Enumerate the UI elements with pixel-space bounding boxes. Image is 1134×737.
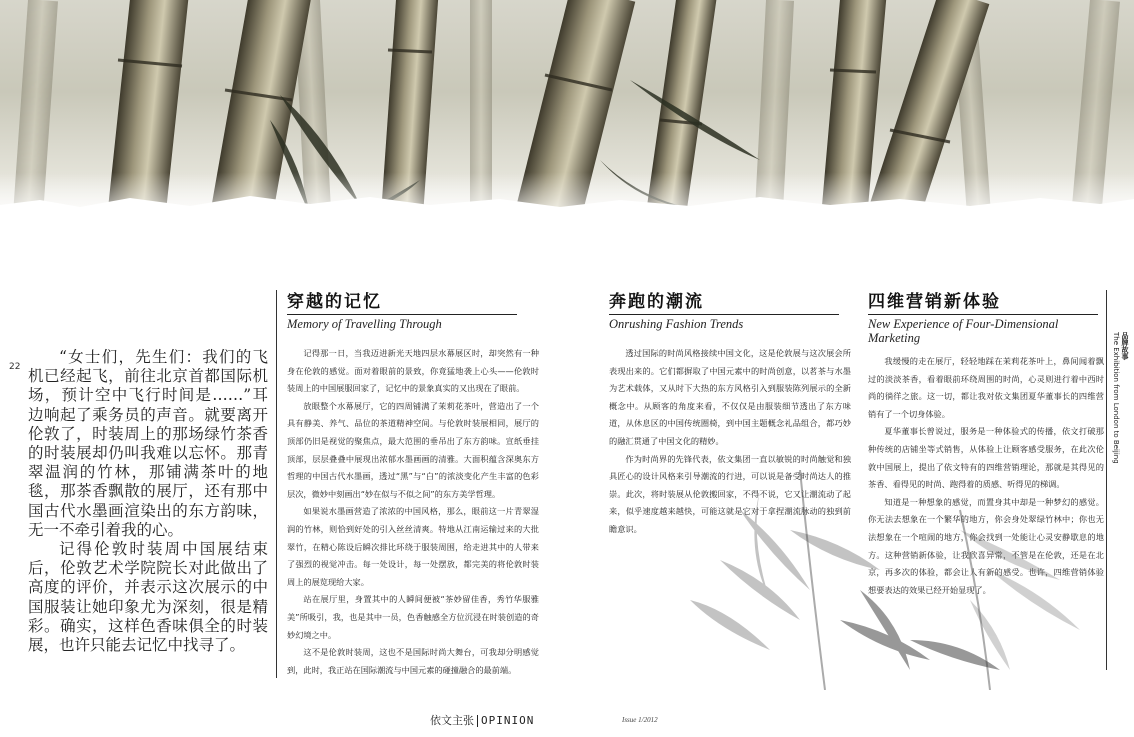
title-rule (287, 314, 517, 315)
body-paragraph: 透过国际的时尚风格接续中国文化，这是伦敦展与这次展会所表现出来的。它们都摒取了中国元素中的时尚创意，以茗茶与水墨为艺术载体，又从时下大热的东方风格引入到服装陈列展示的全新概念中。从顾客的角度来看，不仅仅是由服装细节透出了东方味道，从休息区的中国传统圈椅，到中国主题概念礼品组合，都巧妙的融汇贯通了中国文化的精妙。 (609, 348, 851, 446)
column-subtitle: New Experience of Four-Dimensional Marketing (868, 317, 1059, 345)
column-title: 四维营销新体验 (868, 292, 1001, 312)
brand-separator (477, 715, 478, 727)
footer-brand (430, 712, 534, 728)
ink-bamboo-illustration (660, 470, 1100, 690)
brand-name-en: OPINION (481, 714, 535, 727)
intro-paragraph: “女士们，先生们：我们的飞机已经起飞，前往北京首都国际机场，预计空中飞行时间是……”耳边响起了乘务员的声音。就要离开伦敦了，时装周上的那场绿竹茶香的时装展却仍叫我难以忘怀。那青翠温润的竹林，那铺满茶叶的地毯，那茶香飘散的展厅，还有那中国古代水墨画渲染出的东方韵味，无一不牵引着我的心。 (28, 348, 268, 539)
column-divider (276, 290, 277, 678)
body-paragraph: 这不是伦敦时装周，这也不是国际时尚大舞台，可我却分明感觉到，此时，我正站在国际潮流与中国元素的碰撞融合的最前端。 (287, 647, 539, 675)
title-rule (609, 314, 839, 315)
column-title: 穿越的记忆 (287, 292, 382, 312)
body-paragraph: 夏华董事长曾说过，服务是一种体验式的传播，依文打破那种传统的店铺坐等式销售，从体验上让顾客感受服务，在此次伦敦中国展上，提出了依文特有的四维营销理论，那就是其得见的茶香、看得见的时尚、跑得着的质感、听得见的梯调。 (868, 426, 1104, 490)
body-paragraph: 知道是一种想象的感觉，而置身其中却是一种梦幻的感觉。你无法去想象在一个繁华的地方，你会身处翠绿竹林中；你也无法想象在一个喧闹的地方，你会找到一处能让心灵安静歇息的地方。这种营销新体验，让我欣喜异常，不管是在伦敦，还是在北京，再多次的体验，都会让人有新的感受。也许，四维营销体验想要表达的效果已经开始显现了。 (868, 496, 1104, 595)
body-paragraph: 我缓慢的走在展厅，轻轻地踩在茉莉花茶叶上，鼻间闻着飘过的淡淡茶香，看着眼前环绕周围的时尚，心灵则进行着中西时尚的徜徉之旅。这一切，都让我对依文集团夏华董事长的四维营销有了一个切身体验。 (868, 356, 1104, 419)
body-paragraph: 如果说水墨画营造了浓浓的中国风格，那么，眼前这一片青翠湿润的竹林，则恰到好处的引入丝丝清爽。特地从江南运输过来的大批翠竹，在精心陈设后瞬次排比环绕于服装周围，给走进其中的人带来了强烈的视觉冲击。每一处设计，每一处摆放，都完美的将伦敦时装周上的展览现给大家。 (287, 506, 539, 587)
intro-text (28, 348, 268, 655)
bamboo-banner-image (0, 0, 1134, 230)
title-rule (868, 314, 1098, 315)
column-divider (1106, 290, 1107, 670)
section-label: 品牌故事 (1121, 332, 1129, 360)
body-paragraph: 记得那一日，当我迈进新光天地四层水幕展区时，却突然有一种身在伦敦的感觉。面对着眼前的景致，你竟猛地袭上心头——伦敦时装周上的中国展服回家了，记忆中的景象真实的又出现在了眼前。 (287, 348, 539, 394)
issue-label: Issue 1/2012 (622, 716, 658, 724)
column-subtitle: Memory of Travelling Through (287, 317, 442, 331)
body-paragraph: 放眼整个水幕展厅，它的四周铺满了茉莉花茶叶，营造出了一个具有静美、养气、品位的茶道精神空间。与伦敦时装展相同，展厅的顶部仍旧是视觉的聚焦点，最大范围的垂吊出了东方韵味。宣纸垂挂顶部，层层叠叠中展现出浓郁水墨画画的清雅。大面积蕴含深奥东方哲理的中国古代水墨画，透过“黑”与“白”的浓淡变化产生丰富的色彩层次，微妙中刻画出“妙在似与不似之间”的东方美学哲理。 (287, 400, 539, 499)
body-paragraph: 作为时尚界的先锋代表，依文集团一直以敏锐的时尚触觉和独具匠心的设计风格来引导潮流的行进，可以说是备受时尚达人的推崇。此次，将时装展从伦敦搬回家，不得不说，它又让潮流动了起来，似乎速度越来越快，可能这就是它对于拿捏潮流脉动的独到前瞻意识。 (609, 453, 851, 534)
brand-name-cn: 依文主张 (430, 714, 474, 727)
body-paragraph: 站在展厅里，身置其中的人瞬间便被“茶妙留佳香，秀竹华服雅美”所吸引，我，也是其中一员，色香触感全方位沉浸在时装创造的奇妙幻境之中。 (287, 594, 539, 640)
section-caption: The Exhibition from London to Beijing (1112, 332, 1120, 464)
column-title: 奔跑的潮流 (609, 292, 704, 312)
intro-paragraph: 记得伦敦时装周中国展结束后，伦敦艺术学院院长对此做出了高度的评价，并表示这次展示的中国服装让她印象尤为深刻，很是精彩。确实，这样色香味俱全的时装展，也许只能去记忆中找寻了。 (28, 540, 268, 655)
article-column (287, 292, 539, 679)
page-number: 22 (9, 362, 21, 372)
column-body (287, 345, 539, 679)
side-section-tag (1112, 332, 1130, 464)
column-subtitle: Onrushing Fashion Trends (609, 317, 744, 331)
